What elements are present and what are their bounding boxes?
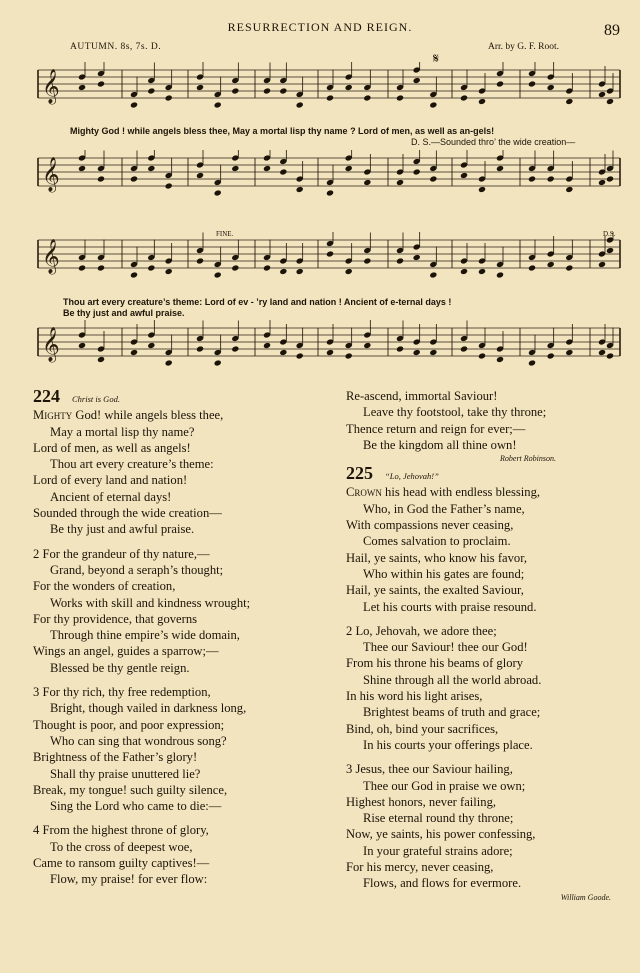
hymn-224-heading xyxy=(33,388,250,407)
author-credit: William Goode. xyxy=(560,892,611,902)
verse-line: Be the kingdom all thine own! xyxy=(363,437,517,452)
verse-line: Lord of every land and nation! xyxy=(33,473,188,488)
verse-line: Hail, ye saints, who know his favor, xyxy=(346,550,528,565)
arranger-credit: Arr. by G. F. Root. xyxy=(488,42,560,52)
verse-line: 4 From the highest throne of glory, xyxy=(33,823,209,838)
verse-line: Who can sing that wondrous song? xyxy=(50,733,227,748)
verse-line: Who within his gates are found; xyxy=(363,566,525,581)
lyric-line-2: Thou art every creature’s theme: Lord of ev - ’ry land and nation ! Ancient of e-ternal days ! xyxy=(63,297,452,307)
svg-text:𝄞: 𝄞 xyxy=(42,239,60,274)
verse-line: For the wonders of creation, xyxy=(33,579,176,594)
verse-line: Bind, oh, bind your sacrifices, xyxy=(346,721,499,736)
music-system-1-bass xyxy=(0,150,640,212)
verse-line: 2 Lo, Jehovah, we adore thee; xyxy=(346,623,497,638)
verse-line: Came to ransom guilty captives!— xyxy=(33,856,210,871)
verse-line: In your grateful strains adore; xyxy=(363,843,513,858)
verse-line: Brightness of the Father’s glory! xyxy=(33,750,198,765)
verse-line: Leave thy footstool, take thy throne; xyxy=(363,405,547,420)
verse-line: Shall thy praise unuttered lie? xyxy=(50,766,201,781)
verse-line: Comes salvation to proclaim. xyxy=(363,534,511,549)
verse-line: Let his courts with praise resound. xyxy=(363,599,537,614)
verse-line: May a mortal lisp thy name? xyxy=(50,424,195,439)
verse-line: Highest honors, never failing, xyxy=(346,794,497,809)
svg-text:𝄞: 𝄞 xyxy=(42,157,60,192)
hymn-number: 225 xyxy=(346,463,373,484)
verse-line: Sing the Lord who came to die:— xyxy=(50,799,222,814)
hymn-225-column xyxy=(346,388,611,904)
verse-line: Flows, and flows for evermore. xyxy=(363,876,522,891)
verse-line: With compassions never ceasing, xyxy=(346,518,514,533)
verse-line: 3 For thy rich, thy free redemption, xyxy=(33,685,211,700)
verse-line: Thee our Saviour! thee our God! xyxy=(363,640,528,655)
fine-mark: FINE. xyxy=(216,230,234,238)
hymn-224-column xyxy=(33,388,250,888)
verse-line: Thou art every creature’s theme: xyxy=(50,457,214,472)
music-system-2-treble xyxy=(0,232,640,294)
running-title: RESURRECTION AND REIGN. xyxy=(227,20,413,34)
segno-sign: 𝄋 xyxy=(433,52,440,67)
verse-line: Thee our God in praise we own; xyxy=(363,778,526,793)
svg-text:𝄞: 𝄞 xyxy=(42,69,60,104)
verse-line: From his throne his beams of glory xyxy=(346,656,523,671)
verse-line-first: Mighty God! while angels bless thee, xyxy=(33,408,224,423)
verse-line: 3 Jesus, thee our Saviour hailing, xyxy=(346,762,513,777)
hymn-225-heading xyxy=(346,465,611,484)
verse-line: Re-ascend, immortal Saviour! xyxy=(346,389,498,403)
verse-line: Thought is poor, and poor expression; xyxy=(33,717,225,732)
verse-line: For his mercy, never ceasing, xyxy=(346,860,494,875)
verse-line: Through thine empire’s wide domain, xyxy=(50,628,240,643)
verse-line: Who, in God the Father’s name, xyxy=(363,501,525,516)
verse-line: Break, my tongue! such guilty silence, xyxy=(33,782,228,797)
verse-line: Now, ye saints, his power confessing, xyxy=(346,827,536,842)
verse-line: Wings an angel, guides a sparrow;— xyxy=(33,644,219,659)
verse-line: Works with skill and kindness wrought; xyxy=(50,595,251,610)
music-system-2-bass xyxy=(0,320,640,382)
verse-line: Be thy just and awful praise. xyxy=(50,522,195,537)
verse-line: Ancient of eternal days! xyxy=(50,489,172,504)
hymn-subtitle: “Lo, Jehovah!” xyxy=(385,471,439,482)
hymn-subtitle: Christ is God. xyxy=(72,394,120,404)
hymn-number: 224 xyxy=(33,386,60,406)
verse-line: Bright, though vailed in darkness long, xyxy=(50,701,247,716)
verse-line: For thy providence, that governs xyxy=(33,611,198,626)
author-credit: Robert Robinson. xyxy=(500,454,556,464)
verse-line: Sounded through the wide creation— xyxy=(33,506,222,521)
verse-line: In his courts your offerings place. xyxy=(363,737,533,752)
verse-line: 2 For the grandeur of thy nature,— xyxy=(33,546,210,561)
lyric-line-1: Mighty God ! while angels bless thee, May a mortal lisp thy name ? Lord of men, as well as an-gels! xyxy=(70,126,495,136)
verse-line-first: Crown his head with endless blessing, xyxy=(346,485,541,500)
verse-line: Lord of men, as well as angels! xyxy=(33,440,191,455)
svg-text:𝄞: 𝄞 xyxy=(42,327,60,362)
ds-mark: D.S. xyxy=(603,230,616,238)
verse-line: Blessed be thy gentle reign. xyxy=(50,660,190,675)
music-system-1-treble xyxy=(0,62,640,124)
verse-line: Rise eternal round thy throne; xyxy=(363,811,514,826)
lyric-line-1-ds: D. S.—Sounded thro’ the wide creation— xyxy=(411,137,576,147)
lyric-line-2-ds: Be thy just and awful praise. xyxy=(63,308,185,318)
verse-line: Shine through all the world abroad. xyxy=(363,672,542,687)
verse-line: To the cross of deepest woe, xyxy=(50,839,193,854)
verse-line: In his word his light arises, xyxy=(346,689,483,704)
page-number: 89 xyxy=(604,22,620,39)
verse-line: Hail, ye saints, the exalted Saviour, xyxy=(346,583,524,598)
verse-line: Grand, beyond a seraph’s thought; xyxy=(50,562,224,577)
tune-name: AUTUMN. 8s, 7s. D. xyxy=(70,42,162,52)
verse-line: Thence return and reign for ever;— xyxy=(346,421,526,436)
verse-line: Brightest beams of truth and grace; xyxy=(363,705,541,720)
verse-line: Flow, my praise! for ever flow: xyxy=(50,872,208,887)
